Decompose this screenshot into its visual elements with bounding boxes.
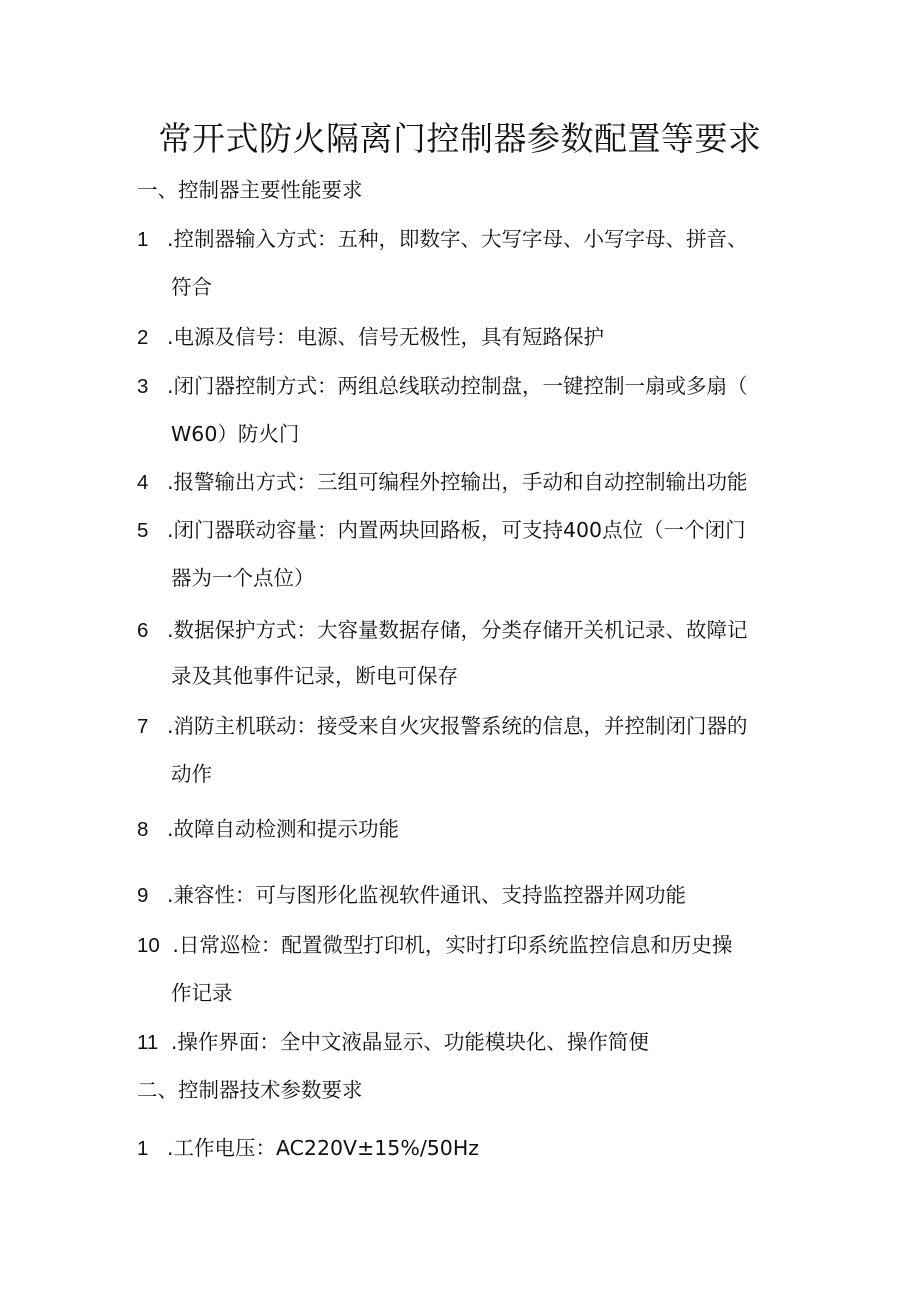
list-item [137,322,604,353]
list-item [137,515,746,546]
item-continuation: 作记录 [171,981,233,1005]
item-number: 1 [137,228,149,251]
list-item [137,467,747,498]
item-number: 6 [137,619,149,642]
item-number: 2 [137,326,149,349]
item-continuation: 动作 [171,762,212,786]
item-number: 9 [137,884,149,907]
item-text: .数据保护方式：大容量数据存储，分类存储开关机记录、故障记 [166,618,748,642]
item-text: .工作电压：AC220V±15%/50Hz [166,1136,479,1160]
item-text: .闭门器联动容量：内置两块回路板，可支持400点位（一个闭门 [166,518,746,542]
item-text: .闭门器控制方式：两组总线联动控制盘，一键控制一扇或多扇（ [166,374,748,398]
item-number: 1 [137,1137,149,1160]
item-continuation: 录及其他事件记录，断电可保存 [171,664,458,688]
list-item [137,1027,649,1058]
item-continuation: 符合 [171,275,212,299]
item-text: .报警输出方式：三组可编程外控输出，手动和自动控制输出功能 [166,470,748,494]
section-heading-1: 一、控制器主要性能要求 [137,178,363,202]
item-text: .控制器输入方式：五种，即数字、大写字母、小写字母、拼音、 [166,227,748,251]
section-heading-2: 二、控制器技术参数要求 [137,1078,363,1102]
item-number: 10 [137,934,160,957]
item-number: 7 [137,715,149,738]
item-text: .电源及信号：电源、信号无极性，具有短路保护 [166,325,604,349]
list-item [137,371,747,402]
item-continuation: W60）防火门 [171,422,300,446]
list-item [137,814,399,845]
list-item [137,930,732,961]
list-item [137,880,686,911]
list-item [137,615,747,646]
item-number: 4 [137,471,149,494]
item-continuation: 器为一个点位） [171,566,315,590]
item-text: .兼容性：可与图形化监视软件通讯、支持监控器并网功能 [166,883,686,907]
list-item [137,711,747,742]
item-text: .日常巡检：配置微型打印机，实时打印系统监控信息和历史操 [172,933,733,957]
item-number: 5 [137,519,149,542]
item-text: .操作界面：全中文液晶显示、功能模块化、操作简便 [170,1030,649,1054]
list-item [137,224,747,255]
item-number: 3 [137,375,149,398]
item-text: .故障自动检测和提示功能 [166,817,399,841]
item-number: 11 [137,1031,159,1054]
document-title: 常开式防火隔离门控制器参数配置等要求 [158,119,762,158]
list-item [137,1133,479,1164]
item-text: .消防主机联动：接受来自火灾报警系统的信息，并控制闭门器的 [166,714,748,738]
item-number: 8 [137,818,149,841]
